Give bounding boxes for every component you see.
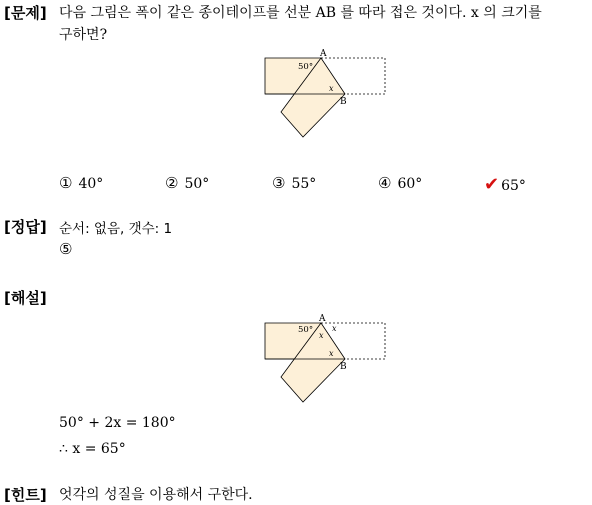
problem-label: [문제] bbox=[4, 4, 47, 22]
option-5-value: 65° bbox=[501, 178, 526, 194]
option-4-num: ④ bbox=[378, 174, 392, 192]
problem-label-a: A bbox=[320, 49, 327, 59]
explanation-label-a: A bbox=[319, 314, 326, 324]
option-3-num: ③ bbox=[272, 174, 286, 192]
option-3-value: 55° bbox=[291, 176, 317, 192]
option-4[interactable] bbox=[378, 174, 422, 192]
problem-label-b: B bbox=[340, 97, 347, 107]
hint-label: [힌트] bbox=[4, 486, 47, 504]
problem-text-line2: 구하면? bbox=[59, 27, 108, 43]
explanation-x-label-inner: x bbox=[319, 331, 324, 340]
explanation-label-b: B bbox=[340, 362, 347, 372]
explanation-angle-label: 50° bbox=[298, 325, 314, 335]
problem-text-line1: 다음 그림은 폭이 같은 종이테이프를 선분 AB 를 따라 접은 것이다. x 의 크기를 bbox=[59, 5, 542, 21]
explanation-figure bbox=[262, 311, 392, 406]
option-2-value: 50° bbox=[184, 176, 210, 192]
option-3[interactable] bbox=[272, 174, 316, 192]
explanation-equation-1: 50° + 2x = 180° bbox=[59, 415, 176, 431]
option-1-num: ① bbox=[59, 174, 73, 192]
answer-value: ⑤ bbox=[59, 240, 73, 258]
option-5[interactable] bbox=[484, 174, 526, 195]
explanation-label: [해설] bbox=[4, 289, 47, 307]
problem-figure bbox=[262, 46, 392, 141]
problem-x-label: x bbox=[329, 84, 334, 93]
checkmark-icon: ✔ bbox=[484, 174, 500, 195]
option-1[interactable] bbox=[59, 174, 103, 192]
option-4-value: 60° bbox=[397, 176, 423, 192]
explanation-equation-2: ∴ x = 65° bbox=[59, 441, 126, 457]
answer-label: [정답] bbox=[4, 218, 47, 236]
problem-angle-label: 50° bbox=[298, 62, 314, 72]
option-1-value: 40° bbox=[78, 176, 104, 192]
option-2[interactable] bbox=[165, 174, 209, 192]
explanation-x-label-right: x bbox=[332, 324, 337, 333]
answer-meta: 순서: 없음, 갯수: 1 bbox=[59, 221, 173, 237]
option-2-num: ② bbox=[165, 174, 179, 192]
explanation-x-label-bottom: x bbox=[329, 349, 334, 358]
hint-text: 엇각의 성질을 이용해서 구한다. bbox=[59, 487, 253, 503]
